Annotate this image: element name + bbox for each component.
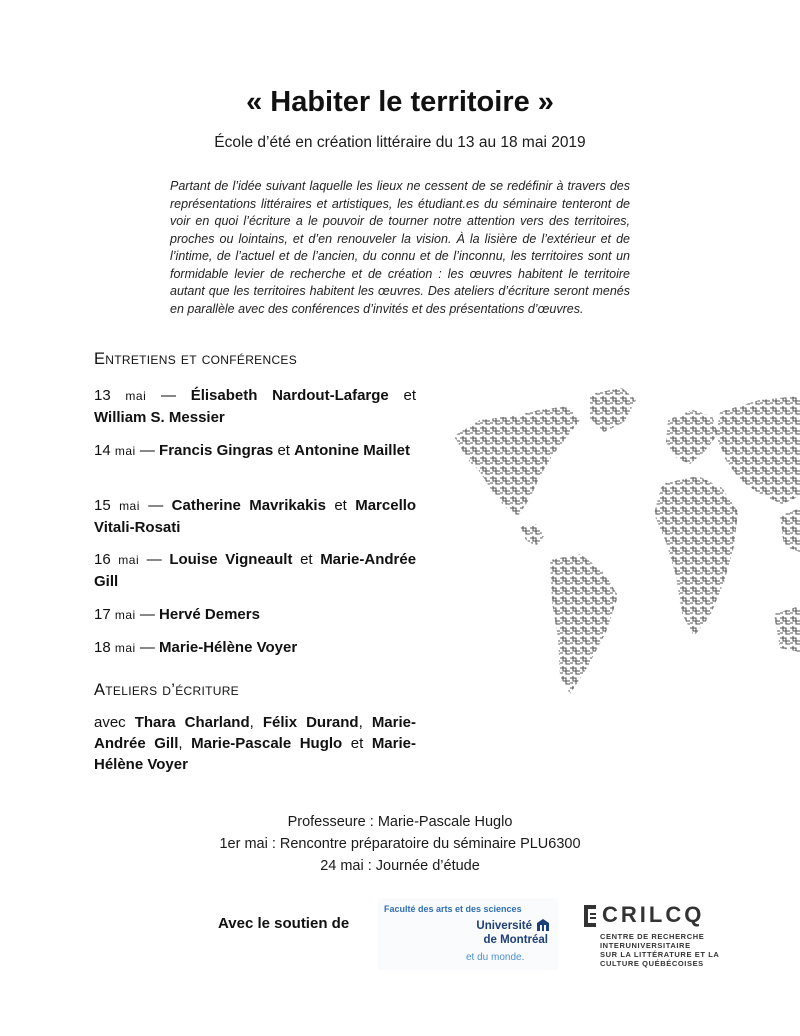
event-speaker: Antonine Maillet — [294, 442, 410, 459]
udem-tagline: et du monde. — [466, 952, 525, 963]
crilcq-desc-line: CULTURE QUÉBÉCOISES — [600, 959, 704, 968]
event-speaker: Élisabeth Nardout-Lafarge — [190, 387, 389, 404]
event-speaker: Hervé Demers — [159, 606, 260, 623]
crilcq-desc-line: INTERUNIVERSITAIRE — [600, 941, 691, 950]
udem-faculty: Faculté des arts et des sciences — [384, 904, 522, 914]
event-month: mai — [125, 389, 147, 403]
event-speaker: William S. Messier — [94, 409, 225, 426]
event-and: et — [403, 387, 416, 404]
event-dash: — — [148, 497, 164, 514]
event-speaker: Catherine Mavrikakis — [171, 497, 326, 514]
comma: , — [178, 735, 183, 752]
ateliers-participants — [94, 712, 416, 775]
event-day: 14 — [94, 442, 111, 459]
crilcq-name: CRILCQ — [602, 902, 705, 927]
ateliers-prefix: avec — [94, 714, 126, 731]
event-item — [94, 495, 416, 538]
section-heading-entretiens: Entretiens et conférences — [94, 350, 298, 368]
university-crest-icon — [536, 918, 550, 932]
event-and: et — [334, 497, 347, 514]
event-item — [94, 637, 416, 659]
event-speaker: Louise Vigneault — [169, 551, 293, 568]
crilcq-desc-line: CENTRE DE RECHERCHE — [600, 932, 705, 941]
atelier-name: Marie-Andrée Gill — [94, 714, 416, 752]
event-month: mai — [118, 553, 140, 567]
page-title: « Habiter le territoire » — [246, 86, 554, 118]
event-speaker: Marie-Andrée Gill — [94, 551, 417, 590]
event-speaker: Marie-Hélène Voyer — [159, 639, 298, 656]
page-subtitle: École d’été en création littéraire du 13 au 18 mai 2019 — [214, 134, 586, 151]
event-speaker: Francis Gingras — [159, 442, 274, 459]
ateliers-and: et — [350, 735, 364, 752]
crilcq-desc-line: SUR LA LITTÉRATURE ET LA — [600, 950, 720, 959]
event-dash: — — [139, 442, 155, 459]
atelier-name: Marie-Hélène Voyer — [94, 735, 416, 773]
event-dash: — — [160, 387, 176, 404]
rencontre-line: 1er mai : Rencontre préparatoire du séminaire PLU6300 — [219, 836, 581, 852]
event-item — [94, 604, 416, 626]
event-dash: — — [139, 606, 155, 623]
event-day: 13 — [94, 387, 111, 404]
support-label: Avec le soutien de — [218, 915, 350, 932]
event-item — [94, 549, 416, 592]
crilcq-description — [600, 932, 719, 968]
event-dash: — — [139, 639, 155, 656]
crilcq-logo — [584, 902, 784, 972]
udem-name-line1: Université — [476, 920, 532, 932]
world-map-circuit-icon — [440, 376, 800, 728]
crilcq-bracket-mark-icon — [584, 905, 600, 927]
event-and: et — [300, 551, 313, 568]
atelier-name: Thara Charland — [134, 714, 250, 731]
event-dash: — — [146, 551, 162, 568]
comma: , — [358, 714, 363, 731]
professeure-line: Professeure : Marie-Pascale Huglo — [287, 814, 513, 830]
event-day: 16 — [94, 551, 111, 568]
event-month: mai — [114, 641, 136, 655]
atelier-name: Félix Durand — [262, 714, 359, 731]
atelier-name: Marie-Pascale Huglo — [191, 735, 343, 752]
event-speaker: Marcello Vitali-Rosati — [94, 497, 417, 536]
event-day: 18 — [94, 639, 111, 656]
event-month: mai — [114, 444, 136, 458]
intro-paragraph: Partant de l’idée suivant laquelle les lieux ne cessent de se redéfinir à travers des représentations littéraires et artistiques, les étudiant.es du séminaire tenteront de voir en quoi l’écriture a le pouvoir de tourner notre attention vers des territoires, proches ou lointains, et d’en renouveler la vision. À la lisière de l’extérieur et de l’intime, de l’actuel et de l’ancien, du connu et de l’inconnu, les territoires sont un formidable levier de recherche et de création : les œuvres habitent le territoire autant que les territoires habitent les œuvres. Des ateliers d’écriture seront menés en parallèle avec des conférences d’invités et des présentations d’œuvres. — [170, 179, 630, 316]
event-and: et — [277, 442, 290, 459]
udem-name-line2: de Montréal — [483, 934, 548, 946]
section-heading-ateliers: Ateliers d’écriture — [94, 681, 239, 699]
event-month: mai — [119, 499, 140, 513]
event-day: 17 — [94, 606, 111, 623]
event-item — [94, 440, 416, 462]
comma: , — [249, 714, 254, 731]
event-item — [94, 385, 416, 428]
event-day: 15 — [94, 497, 111, 514]
udem-logo — [378, 898, 558, 970]
journee-line: 24 mai : Journée d’étude — [320, 858, 480, 874]
event-month: mai — [114, 608, 136, 622]
